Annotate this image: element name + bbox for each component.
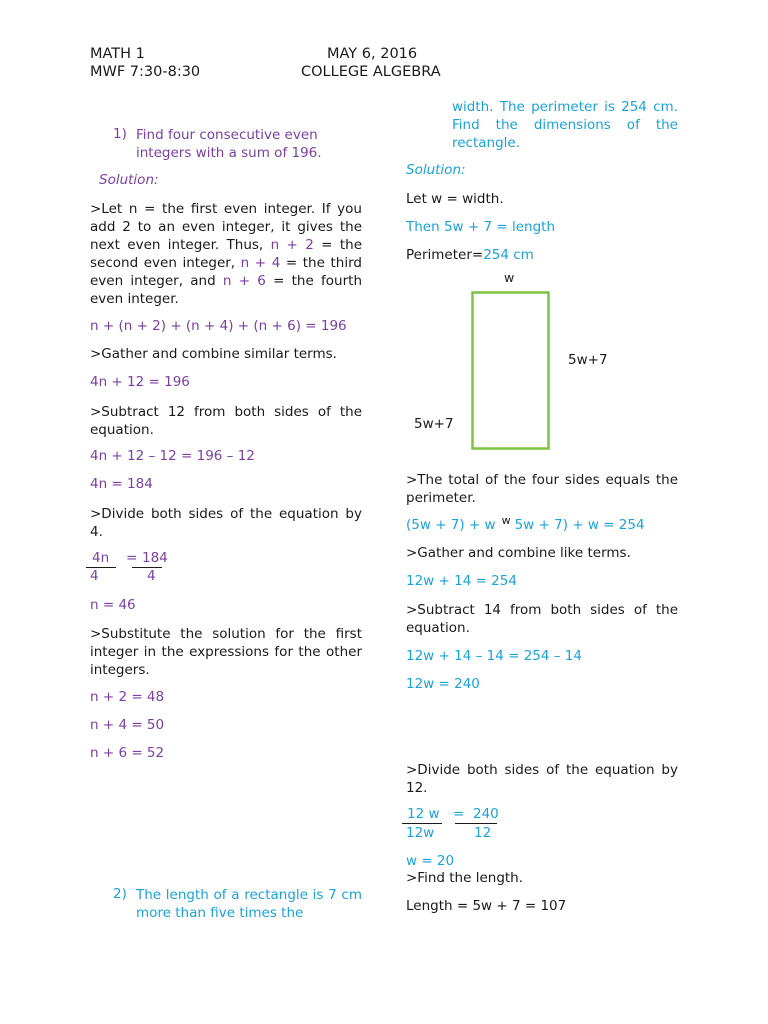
equation-perimeter: (5w + 7) + w $^w$ 5w + 7) + w = 254 (406, 514, 645, 533)
problem-2-number: 2) (113, 886, 127, 902)
rectangle-diagram (471, 291, 550, 450)
equation-12w-14: 12w + 14 = 254 (406, 573, 517, 589)
step-total-sides: >The total of the four sides equals the perimeter. (406, 472, 678, 506)
fraction2-denominator-right: 12 (474, 825, 492, 841)
perimeter-line: Perimeter=254 cm (406, 247, 534, 263)
step-subtract: >Subtract 12 from both sides of the equation. (90, 404, 362, 438)
equation-sum: n + (n + 2) + (n + 4) + (n + 6) = 196 (90, 318, 347, 334)
let-width: Let w = width. (406, 191, 504, 207)
step-combine-like: >Gather and combine like terms. (406, 545, 631, 561)
fraction2-equals: = (453, 806, 465, 822)
equation-n: n = 46 (90, 597, 136, 613)
equation-combined: 4n + 12 = 196 (90, 374, 190, 390)
problem-1-intro: >Let n = the first even integer. If you add 2 to an even integer, it gives the next even integer. Thus, n + 2 = the second even integer, n + 4 = the third even integer, and n + 6 = the fourth even integer. (90, 201, 362, 307)
result-fourth: n + 6 = 52 (90, 745, 165, 761)
fraction2-numerator-right: 240 (473, 806, 499, 822)
step-subtract-14: >Subtract 14 from both sides of the equation. (406, 602, 678, 636)
fraction-denominator-left: 4 (90, 568, 99, 584)
fraction-denominator-right: 4 (147, 568, 156, 584)
rectangle-left-label: 5w+7 (414, 416, 454, 432)
fraction-equals: = (126, 550, 138, 566)
equation-subtract-14: 12w + 14 – 14 = 254 – 14 (406, 648, 582, 664)
fraction2-bar-left (402, 823, 442, 824)
solution-label-2: Solution: (406, 162, 466, 178)
problem-2-continuation: width. The perimeter is 254 cm. Find the dimensions of the rectangle. (452, 99, 678, 151)
problem-1-number: 1) (113, 126, 127, 142)
equation-4n: 4n = 184 (90, 476, 153, 492)
result-third: n + 4 = 50 (90, 717, 165, 733)
step-divide-12: >Divide both sides of the equation by 12. (406, 762, 678, 796)
document-date: MAY 6, 2016 (327, 46, 418, 62)
solution-label-1: Solution: (99, 172, 159, 188)
equation-12w: 12w = 240 (406, 676, 480, 692)
subject-title: COLLEGE ALGEBRA (301, 64, 441, 80)
fraction2-bar-right (455, 823, 497, 824)
equation-subtract: 4n + 12 – 12 = 196 – 12 (90, 448, 255, 464)
step-find-length: >Find the length. (406, 870, 524, 886)
result-second: n + 2 = 48 (90, 689, 165, 705)
then-length: Then 5w + 7 = length (406, 219, 555, 235)
fraction2-denominator-left: 12w (406, 825, 435, 841)
step-combine: >Gather and combine similar terms. (90, 346, 337, 362)
rectangle-top-label: w (504, 270, 515, 285)
equation-w: w = 20 (406, 853, 455, 869)
fraction-numerator-left: 4n (92, 550, 110, 566)
course-name: MATH 1 (90, 46, 145, 62)
fraction2-numerator-left: 12 w (407, 806, 440, 822)
equation-length: Length = 5w + 7 = 107 (406, 898, 567, 914)
problem-2-statement: The length of a rectangle is 7 cm more than five times the (136, 887, 362, 921)
problem-1-statement: Find four consecutive even integers with a sum of 196. (136, 127, 322, 161)
class-schedule: MWF 7:30-8:30 (90, 64, 201, 80)
rectangle-right-label: 5w+7 (568, 352, 608, 368)
step-substitute: >Substitute the solution for the first integer in the expressions for the other integers. (90, 626, 362, 678)
fraction-numerator-right: 184 (142, 550, 168, 566)
step-divide: >Divide both sides of the equation by 4. (90, 506, 362, 540)
rectangle-outline (473, 293, 549, 449)
